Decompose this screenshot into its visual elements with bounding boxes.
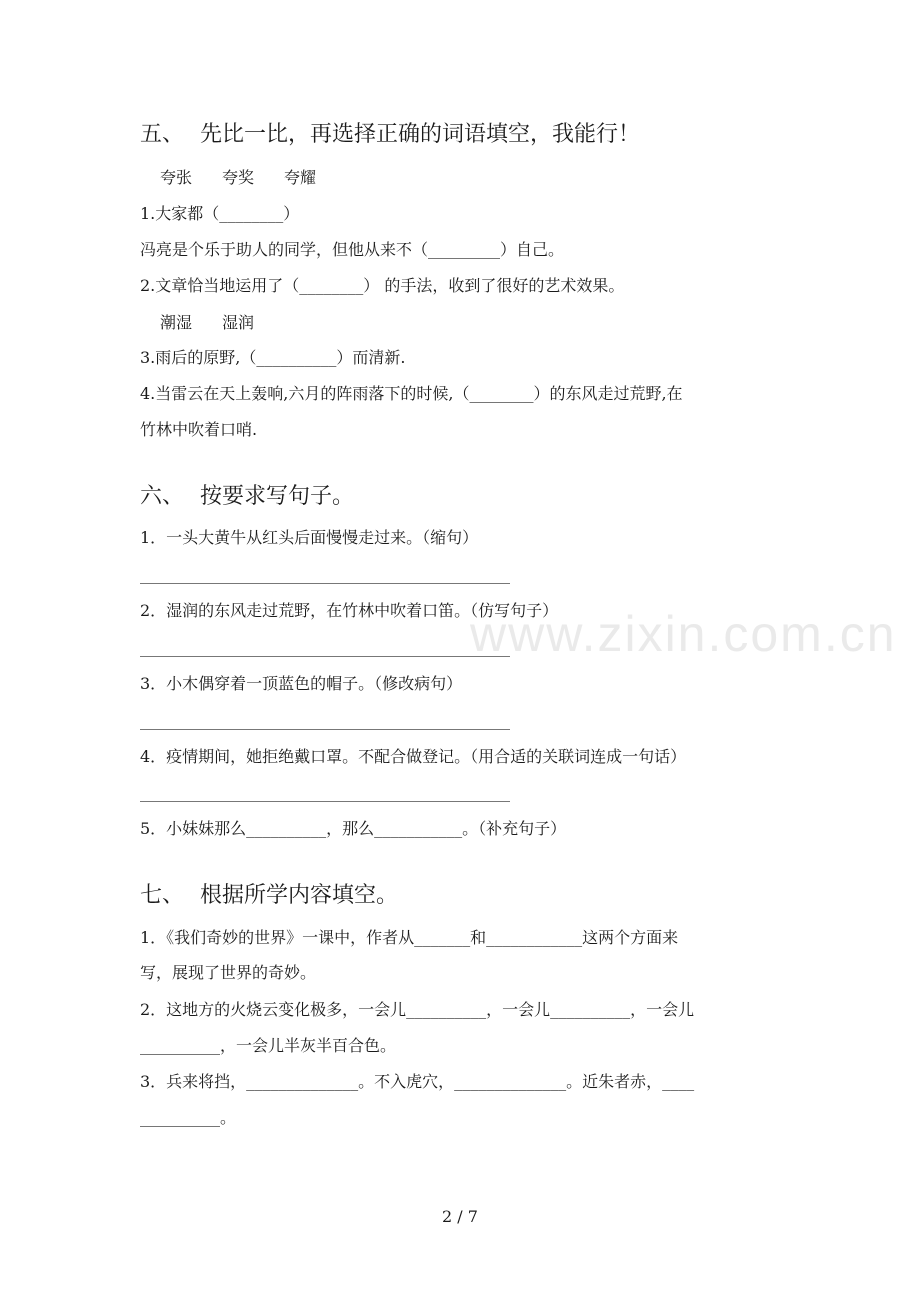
- answer-line[interactable]: [140, 801, 510, 802]
- section-5-title: 先比一比，再选择正确的词语填空，我能行！: [200, 122, 641, 147]
- question-5-1a: 1.大家都（________）: [140, 204, 300, 223]
- answer-line[interactable]: [140, 729, 510, 730]
- question-5-2: 2.文章恰当地运用了（________） 的手法，收到了很好的艺术效果。: [140, 276, 625, 295]
- word-choice: 夸奖: [222, 168, 255, 187]
- question-7-2b: __________，一会儿半灰半百合色。: [140, 1036, 397, 1055]
- question-6-4: 4．疫情期间，她拒绝戴口罩。不配合做登记。（用合适的关联词连成一句话）: [140, 747, 687, 766]
- watermark: www.zixin.com.cn: [470, 606, 897, 662]
- word-choices-a: [160, 168, 346, 188]
- word-choice: 夸耀: [284, 168, 317, 187]
- word-choice: 湿润: [222, 313, 255, 332]
- section-5-number: 五、: [140, 122, 185, 147]
- question-5-4b: 竹林中吹着口哨.: [140, 420, 258, 439]
- section-7-title: 根据所学内容填空。: [200, 883, 399, 908]
- question-7-3b: __________。: [140, 1108, 237, 1127]
- question-6-2: 2．湿润的东风走过荒野，在竹林中吹着口笛。（仿写句子）: [140, 601, 559, 620]
- question-5-1b: 冯亮是个乐于助人的同学，但他从来不（_________）自己。: [140, 240, 565, 259]
- question-6-3: 3．小木偶穿着一顶蓝色的帽子。（修改病句）: [140, 674, 463, 693]
- question-7-3a: 3．兵来将挡，______________。不入虎穴，______________。近朱者赤，____: [140, 1072, 695, 1091]
- section-6-heading: [140, 482, 354, 512]
- question-6-5: 5．小妹妹那么__________，那么___________。（补充句子）: [140, 819, 567, 838]
- answer-line[interactable]: [140, 656, 510, 657]
- question-7-1a: 1．《我们奇妙的世界》一课中，作者从_______和____________这两个方面来: [140, 928, 679, 947]
- question-6-1: 1．一头大黄牛从红头后面慢慢走过来。（缩句）: [140, 528, 479, 547]
- answer-line[interactable]: [140, 583, 510, 584]
- word-choice: 夸张: [160, 168, 193, 187]
- section-6-title: 按要求写句子。: [200, 484, 355, 509]
- section-7-number: 七、: [140, 883, 185, 908]
- word-choice: 潮湿: [160, 313, 193, 332]
- question-5-3: 3.雨后的原野,（__________）而清新.: [140, 348, 406, 367]
- question-7-1b: 写，展现了世界的奇妙。: [140, 963, 317, 982]
- section-5-heading: [140, 120, 640, 150]
- question-5-4a: 4.当雷云在天上轰响,六月的阵雨落下的时候,（________）的东风走过荒野,在: [140, 384, 683, 403]
- question-7-2a: 2．这地方的火烧云变化极多，一会儿__________，一会儿__________，一会儿: [140, 1000, 695, 1019]
- word-choices-b: [160, 313, 284, 333]
- page-number: 2 / 7: [442, 1207, 478, 1226]
- section-6-number: 六、: [140, 484, 185, 509]
- section-7-heading: [140, 881, 398, 911]
